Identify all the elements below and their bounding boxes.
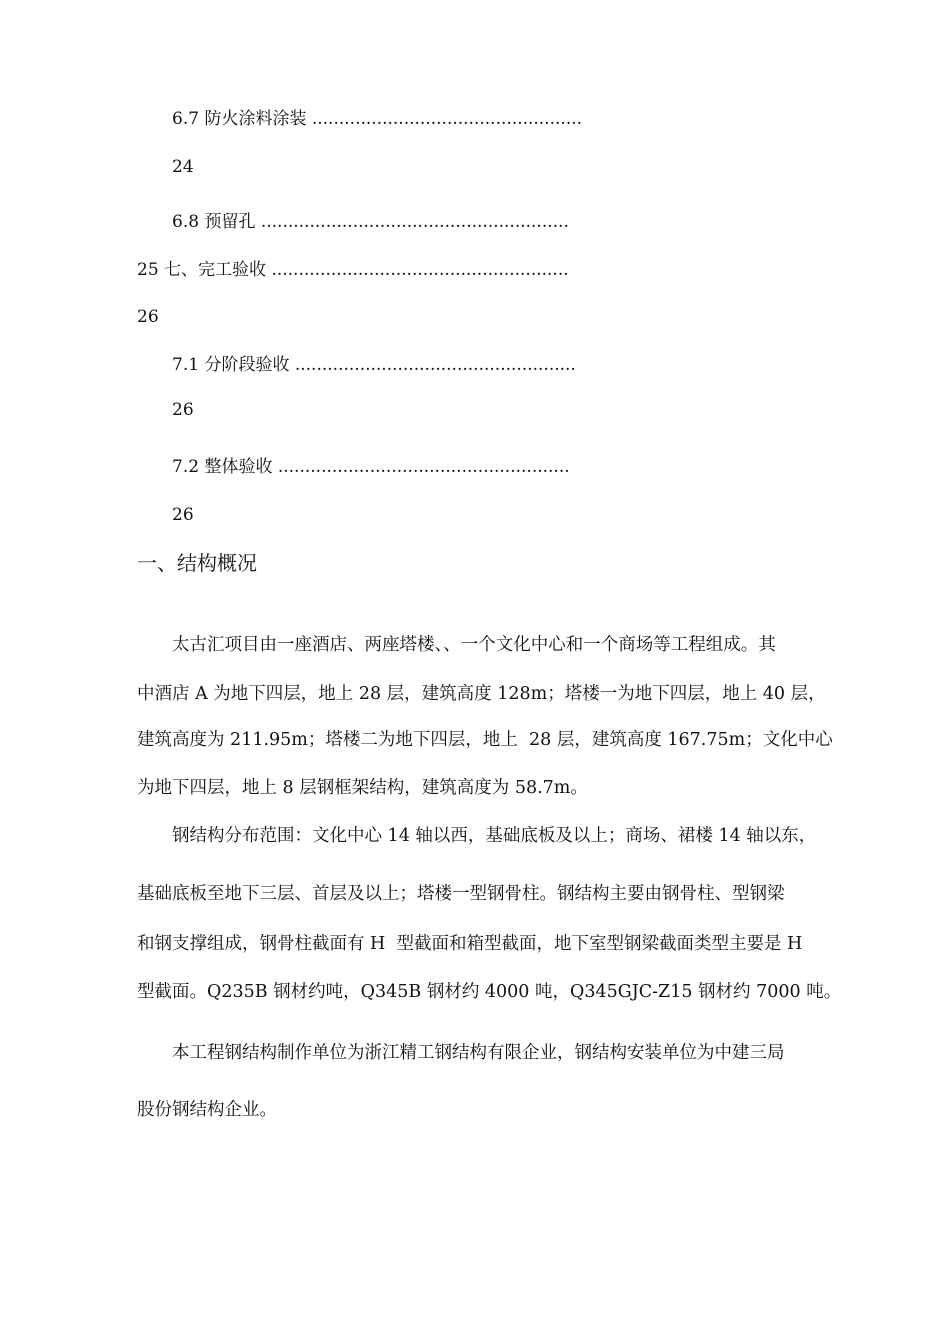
paragraph-2-line-2: 基础底板至地下三层、首层及以上；塔楼一型钢骨柱。钢结构主要由钢骨柱、型钢梁 — [137, 884, 785, 904]
toc-entry-7-1: 7.1 分阶段验收 .................................................... — [172, 355, 576, 375]
paragraph-1-line-4: 为地下四层，地上 8 层钢框架结构，建筑高度为 58.7m。 — [137, 778, 588, 798]
toc-page-7-2: 26 — [172, 505, 194, 525]
paragraph-3-line-1: 本工程钢结构制作单位为浙江精工钢结构有限企业，钢结构安装单位为中建三局 — [172, 1043, 785, 1063]
paragraph-3-line-2: 股份钢结构企业。 — [137, 1100, 277, 1120]
toc-entry-6-7: 6.7 防火涂料涂装 .................................................. — [172, 109, 583, 129]
paragraph-1-line-1: 太古汇项目由一座酒店、两座塔楼、、一个文化中心和一个商场等工程组成。其 — [172, 635, 776, 655]
paragraph-2-line-1: 钢结构分布范围：文化中心 14 轴以西，基础底板及以上；商场、裙楼 14 轴以东， — [172, 826, 817, 846]
toc-page-6-7: 24 — [172, 157, 194, 177]
toc-entry-6-8: 6.8 预留孔 ......................................................... — [172, 212, 569, 232]
paragraph-2-line-4: 型截面。Q235B 钢材约吨，Q345B 钢材约 4000 吨，Q345GJC-Z15 钢材约 7000 吨。 — [137, 982, 842, 1002]
toc-page-7-1: 26 — [172, 400, 194, 420]
section-heading: 一、结构概况 — [137, 551, 257, 575]
paragraph-1-line-2: 中酒店 A 为地下四层，地上 28 层，建筑高度 128m；塔楼一为地下四层，地上 40 层， — [137, 684, 826, 704]
paragraph-2-line-3: 和钢支撑组成，钢骨柱截面有 H 型截面和箱型截面，地下室型钢梁截面类型主要是 H — [137, 934, 803, 954]
paragraph-1-line-3: 建筑高度为 211.95m；塔楼二为地下四层，地上 28 层，建筑高度 167.75m；文化中心 — [137, 730, 833, 750]
toc-entry-7-2: 7.2 整体验收 ...................................................... — [172, 457, 570, 477]
toc-page-7: 26 — [137, 307, 159, 327]
toc-entry-7: 25 七、完工验收 ....................................................... — [137, 260, 569, 280]
